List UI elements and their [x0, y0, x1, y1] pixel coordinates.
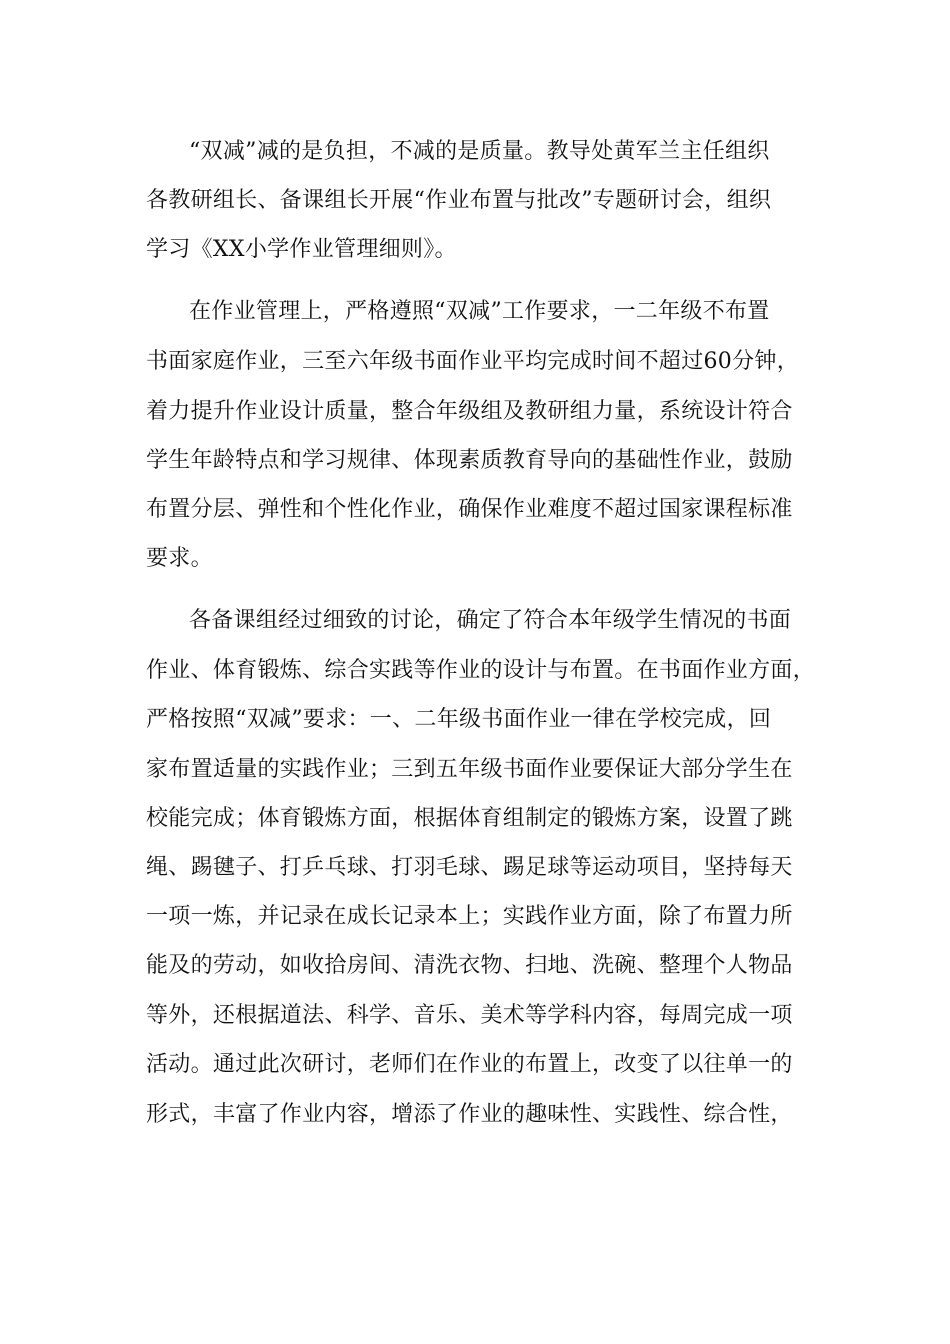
paragraph-3-line-11: 形式，丰富了作业内容，增添了作业的趣味性、实践性、综合性，	[146, 1102, 793, 1127]
paragraph-3-line-8: 能及的劳动，如收拾房间、清洗衣物、扫地、洗碗、整理个人物品	[146, 953, 793, 978]
paragraph-1-line-1: “双减”减的是负担，不减的是质量。教导处黄军兰主任组织	[189, 139, 770, 164]
paragraph-2-line-2: 书面家庭作业，三至六年级书面作业平均完成时间不超过60分钟，	[146, 349, 799, 374]
paragraph-2-line-4: 学生年龄特点和学习规律、体现素质教育导向的基础性作业，鼓励	[146, 448, 793, 473]
paragraph-1-line-3: 学习《XX小学作业管理细则》。	[146, 237, 457, 262]
paragraph-3-line-1: 各备课组经过细致的讨论，确定了符合本年级学生情况的书面	[189, 608, 792, 633]
paragraph-3-line-7: 一项一炼，并记录在成长记录本上；实践作业方面，除了布置力所	[146, 904, 793, 929]
paragraph-3-line-4: 家布置适量的实践作业；三到五年级书面作业要保证大部分学生在	[146, 757, 793, 782]
paragraph-3-line-6: 绳、踢毽子、打乒乓球、打羽毛球、踢足球等运动项目，坚持每天	[146, 855, 793, 880]
paragraph-3-line-9: 等外，还根据道法、科学、音乐、美术等学科内容，每周完成一项	[146, 1003, 793, 1028]
paragraph-3-line-5: 校能完成；体育锻炼方面，根据体育组制定的锻炼方案，设置了跳	[146, 806, 793, 831]
paragraph-1-line-2: 各教研组长、备课组长开展“作业布置与批改”专题研讨会，组织	[146, 188, 772, 213]
paragraph-2-line-1: 在作业管理上，严格遵照“双减”工作要求，一二年级不布置	[189, 299, 770, 324]
paragraph-3-line-2: 作业、体育锻炼、综合实践等作业的设计与布置。在书面作业方面，	[146, 658, 816, 683]
paragraph-3-line-10: 活动。通过此次研讨，老师们在作业的布置上，改变了以往单一的	[146, 1052, 793, 1077]
paragraph-2-line-5: 布置分层、弹性和个性化作业，确保作业难度不超过国家课程标准	[146, 497, 793, 522]
paragraph-3-line-3: 严格按照“双减”要求：一、二年级书面作业一律在学校完成，回	[146, 707, 772, 732]
paragraph-2-line-6: 要求。	[146, 546, 213, 571]
paragraph-2-line-3: 着力提升作业设计质量，整合年级组及教研组力量，系统设计符合	[146, 399, 793, 424]
